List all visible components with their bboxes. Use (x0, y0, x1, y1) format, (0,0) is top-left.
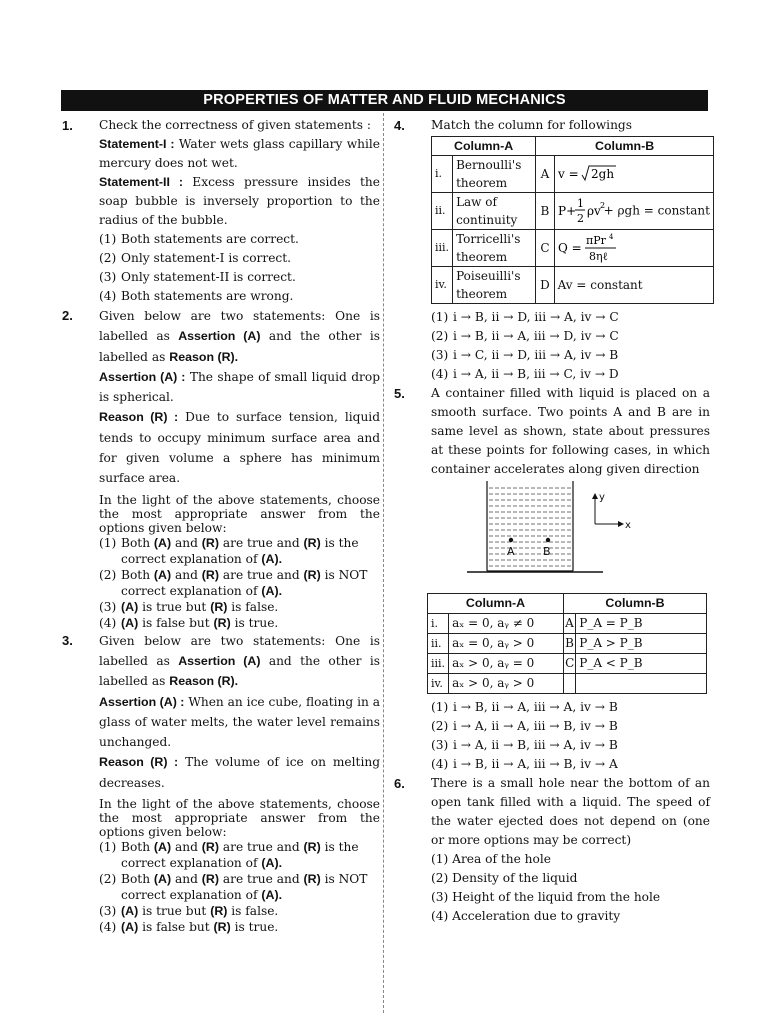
point-b-dot (546, 538, 550, 542)
row-index: ii. (428, 634, 449, 654)
option-word: (A) (121, 920, 139, 935)
option-word: (R) (213, 920, 231, 935)
option-number: (2) (99, 251, 117, 265)
option-2 (431, 327, 710, 346)
reason-tag: Reason (R). (169, 349, 239, 364)
option-word: is false but (142, 615, 210, 630)
option-word: and (175, 535, 198, 550)
svg-text:ρv: ρv (586, 204, 601, 218)
option-number: (3) (431, 738, 449, 752)
option-word: are true and (222, 567, 300, 582)
column-b-cell (554, 156, 713, 193)
option-word: (A) (121, 599, 139, 614)
option-text: Both statements are wrong. (121, 289, 294, 303)
option-word: (A) (153, 872, 172, 887)
statement-1-text: Water wets glass capillary while mercury does not wet. (99, 137, 381, 170)
option-number: (1) (99, 232, 117, 246)
option-word: is true. (234, 920, 279, 935)
option-word: is true but (142, 599, 207, 614)
table-row (428, 674, 707, 694)
option-word: is NOT (324, 567, 368, 582)
column-a-header: Column-A (432, 137, 536, 156)
table-row (432, 193, 714, 230)
question-number: 6. (394, 776, 405, 791)
option-word: are true and (222, 535, 300, 550)
question-intro (99, 631, 380, 692)
table-row (428, 614, 707, 634)
table-row (432, 267, 714, 304)
column-a-cell: aₓ > 0, aᵧ = 0 (449, 654, 564, 674)
option-4 (99, 919, 380, 935)
option-word: (R) (210, 599, 228, 614)
option-2 (431, 717, 710, 736)
assertion-tag: Assertion (A) (178, 329, 261, 344)
svg-text:1: 1 (576, 197, 584, 210)
option-3 (431, 736, 710, 755)
container-diagram (431, 479, 710, 593)
question-3 (62, 631, 380, 935)
bernoulli-formula (558, 163, 618, 185)
option-1 (431, 850, 710, 869)
option-number: (3) (99, 270, 117, 284)
option-number: (2) (99, 872, 117, 887)
left-column (62, 116, 380, 935)
assertion-tag: Assertion (A) (178, 653, 261, 668)
question-intro: Check the correctness of given statements : (99, 118, 372, 132)
instruction: In the light of the above statements, choose the most appropriate answer from the options given below: (99, 492, 380, 535)
option-number: (4) (431, 367, 449, 381)
option-word: is NOT (324, 872, 368, 887)
option-4 (431, 755, 710, 774)
liquid-dashes (489, 488, 571, 566)
option-number: (1) (99, 840, 117, 855)
table-row (432, 230, 714, 267)
option-number: (4) (99, 289, 117, 303)
column-a-cell: Torricelli's theorem (453, 230, 536, 267)
assertion-label: Assertion (A) : (99, 369, 186, 384)
option-word: Both (121, 840, 151, 855)
column-a-cell: aₓ = 0, aᵧ > 0 (449, 634, 564, 654)
row-key: C (536, 230, 554, 267)
reason-label: Reason (R) : (99, 410, 179, 425)
row-index: iv. (432, 267, 453, 304)
option-text: Both statements are correct. (121, 232, 299, 246)
row-key: C (564, 654, 576, 674)
option-number: (2) (431, 871, 449, 885)
row-index: iii. (428, 654, 449, 674)
option-word: correct explanation of (121, 888, 258, 903)
table-row (428, 634, 707, 654)
row-key: A (564, 614, 576, 634)
question-number: 3. (62, 632, 73, 648)
formula-text: + ρgh = constant (603, 203, 710, 218)
option-word: (R) (303, 567, 321, 582)
svg-text:2gh: 2gh (590, 167, 614, 181)
option-number: (1) (431, 310, 449, 324)
option-word: (R) (201, 535, 219, 550)
option-word: are true and (222, 840, 300, 855)
question-intro (99, 306, 380, 367)
option-number: (2) (99, 567, 117, 582)
column-a-cell: Law of continuity (453, 193, 536, 230)
statement-1 (99, 135, 380, 173)
option-number: (1) (431, 852, 449, 866)
option-4 (431, 365, 710, 384)
option-number: (4) (99, 615, 117, 630)
option-number: (2) (431, 329, 449, 343)
option-word: (A) (121, 904, 139, 919)
table-header-row (428, 594, 707, 614)
option-1 (431, 698, 710, 717)
y-axis-label: y (599, 492, 605, 503)
column-b-cell (554, 230, 713, 267)
option-word: (A). (261, 856, 283, 871)
poiseuille-formula (558, 232, 622, 264)
option-word: is false. (231, 904, 279, 919)
question-number: 2. (62, 308, 73, 323)
intro-text: Given below are two statements: One is labelled as (99, 633, 380, 668)
option-2 (99, 567, 380, 599)
statement-2 (99, 173, 380, 230)
option-word: (A). (261, 583, 283, 598)
option-word: Both (121, 535, 151, 550)
svg-text:Q =: Q = (557, 241, 582, 255)
svg-text:4: 4 (608, 233, 614, 241)
option-text: i → A, ii → B, iii → C, iv → D (453, 367, 619, 381)
point-a-dot (509, 538, 513, 542)
option-text: i → C, ii → D, iii → A, iv → B (453, 348, 619, 362)
option-text: i → B, ii → A, iii → A, iv → B (453, 700, 618, 714)
option-word: correct explanation of (121, 856, 258, 871)
option-3 (99, 268, 380, 287)
option-word: is the (324, 840, 359, 855)
option-number: (1) (99, 535, 117, 550)
option-word: is true but (142, 904, 207, 919)
option-word: and (175, 567, 198, 582)
option-number: (4) (99, 920, 117, 935)
row-index: iii. (432, 230, 453, 267)
option-1 (99, 535, 380, 567)
option-3 (431, 346, 710, 365)
assertion-label: Assertion (A) : (99, 694, 185, 709)
row-key: B (564, 634, 576, 654)
assertion (99, 692, 380, 753)
option-3 (431, 888, 710, 907)
statement-2-text: Excess pressure insides the soap bubble is inversely proportion to the radius of the bubble. (99, 175, 380, 227)
row-key (564, 674, 576, 694)
question-5 (394, 384, 710, 774)
question-4 (394, 116, 710, 384)
assertion (99, 367, 380, 408)
option-1 (431, 308, 710, 327)
option-word: (R) (201, 840, 219, 855)
option-number: (3) (431, 348, 449, 362)
column-b-header: Column-B (564, 594, 707, 614)
option-number: (2) (431, 719, 449, 733)
instruction: In the light of the above statements, choose the most appropriate answer from the options given below: (99, 797, 380, 840)
page-title: PROPERTIES OF MATTER AND FLUID MECHANICS (61, 90, 708, 111)
option-word: (R) (213, 615, 231, 630)
column-b-header: Column-B (536, 137, 714, 156)
option-word: Both (121, 567, 151, 582)
x-arrowhead-icon (618, 521, 624, 527)
row-key: B (536, 193, 554, 230)
option-4 (99, 287, 380, 306)
question-number: 5. (394, 386, 405, 401)
reason-label: Reason (R) : (99, 755, 179, 770)
reason (99, 752, 380, 793)
option-number: (3) (431, 890, 449, 904)
column-a-header: Column-A (428, 594, 564, 614)
option-word: (A). (261, 551, 283, 566)
match-table (431, 136, 714, 304)
svg-text:8ηℓ: 8ηℓ (588, 250, 608, 263)
option-3 (99, 599, 380, 615)
option-word: is the (324, 535, 359, 550)
row-key: A (536, 156, 554, 193)
option-number: (3) (99, 599, 117, 614)
reason-text: The volume of ice on melting decreases. (99, 755, 380, 790)
option-1 (99, 839, 380, 871)
bernoulli-expression (558, 196, 604, 226)
option-2 (431, 869, 710, 888)
point-b-label: B (543, 545, 551, 558)
option-text: Height of the liquid from the hole (452, 890, 661, 904)
container-svg (431, 479, 711, 593)
option-text: i → B, ii → A, iii → D, iv → C (453, 329, 619, 343)
option-text: Only statement-I is correct. (121, 251, 292, 265)
column-a-cell: aₓ = 0, aᵧ ≠ 0 (449, 614, 564, 634)
option-word: and (175, 840, 198, 855)
question-number: 4. (394, 118, 405, 133)
question-2 (62, 306, 380, 631)
statement-2-label: Statement-II : (99, 175, 183, 189)
table-row (428, 654, 707, 674)
column-divider (383, 113, 384, 1013)
assertion-text: When an ice cube, floating in a glass of water melts, the water level remains unchanged. (99, 694, 380, 750)
column-b-cell: Av = constant (554, 267, 713, 304)
option-text: i → B, ii → D, iii → A, iv → C (453, 310, 619, 324)
option-word: (R) (303, 840, 321, 855)
option-word: is true. (234, 615, 279, 630)
option-word: Both (121, 872, 151, 887)
column-b-cell: P_A > P_B (576, 634, 707, 654)
option-number: (4) (431, 909, 449, 923)
reason (99, 407, 380, 488)
option-word: (R) (210, 904, 228, 919)
intro-text: and the other is labelled as (99, 653, 380, 689)
assertion-text: The shape of small liquid drop is spherical. (99, 369, 380, 405)
option-text: Area of the hole (452, 852, 551, 866)
option-word: (A) (153, 535, 172, 550)
question-text: There is a small hole near the bottom of an open tank filled with a liquid. The speed of the water ejected does not depend on (one or more options may be correct) (431, 776, 710, 847)
option-word: is false but (142, 920, 210, 935)
option-word: (R) (201, 567, 219, 582)
column-b-cell (576, 674, 707, 694)
table-header-row (432, 137, 714, 156)
row-index: i. (428, 614, 449, 634)
option-word: (A). (261, 888, 283, 903)
option-text: Only statement-II is correct. (121, 270, 296, 284)
row-index: ii. (432, 193, 453, 230)
option-word: and (175, 872, 198, 887)
option-2 (99, 249, 380, 268)
option-word: is false. (231, 599, 279, 614)
option-word: correct explanation of (121, 551, 258, 566)
question-number: 1. (62, 118, 73, 133)
y-arrowhead-icon (592, 493, 598, 499)
svg-text:P+: P+ (557, 204, 576, 218)
option-word: (R) (303, 535, 321, 550)
svg-text:2: 2 (599, 201, 605, 210)
option-text: i → B, ii → A, iii → B, iv → A (453, 757, 618, 771)
column-a-cell: aₓ > 0, aᵧ > 0 (449, 674, 564, 694)
option-word: (A) (153, 567, 172, 582)
question-intro: Match the column for followings (431, 118, 632, 132)
svg-text:πPr: πPr (585, 234, 606, 247)
option-word: (R) (201, 872, 219, 887)
option-word: are true and (222, 872, 300, 887)
intro-text: and the other is labelled as (99, 329, 380, 364)
option-2 (99, 871, 380, 903)
option-number: (3) (99, 904, 117, 919)
column-b-cell: P_A = P_B (576, 614, 707, 634)
row-index: i. (432, 156, 453, 193)
right-column (394, 116, 710, 926)
column-b-cell: P_A < P_B (576, 654, 707, 674)
option-word: (A) (121, 615, 139, 630)
question-text: A container filled with liquid is placed on a smooth surface. Two points A and B are in same level as shown, state about pressures at these points for following cases, in which container accelerates along given direction (431, 386, 710, 476)
option-word: (R) (303, 872, 321, 887)
option-text: Acceleration due to gravity (452, 909, 621, 923)
column-a-cell: Poiseuilli's theorem (453, 267, 536, 304)
statement-1-label: Statement-I : (99, 137, 175, 151)
match-table (427, 593, 707, 694)
svg-text:2: 2 (576, 212, 584, 225)
option-word: (A) (153, 840, 172, 855)
option-text: Density of the liquid (452, 871, 578, 885)
option-text: i → A, ii → A, iii → B, iv → B (453, 719, 618, 733)
point-a-label: A (507, 545, 515, 558)
option-1 (99, 230, 380, 249)
option-text: i → A, ii → B, iii → A, iv → B (453, 738, 618, 752)
column-a-cell: Bernoulli's theorem (453, 156, 536, 193)
row-key: D (536, 267, 554, 304)
option-word: correct explanation of (121, 583, 258, 598)
option-number: (4) (431, 757, 449, 771)
table-row (432, 156, 714, 193)
question-1 (62, 116, 380, 306)
option-4 (99, 615, 380, 631)
reason-tag: Reason (R). (169, 674, 239, 689)
reason-text: Due to surface tension, liquid tends to occupy minimum surface area and for given volume a sphere has minimum surface area. (99, 410, 380, 486)
svg-text:v =: v = (557, 167, 579, 181)
option-3 (99, 903, 380, 919)
option-number: (1) (431, 700, 449, 714)
intro-text: Given below are two statements: One is labelled as (99, 309, 380, 344)
column-b-cell (554, 193, 713, 230)
question-6 (394, 774, 710, 926)
row-index: iv. (428, 674, 449, 694)
x-axis-label: x (625, 520, 631, 531)
option-4 (431, 907, 710, 926)
